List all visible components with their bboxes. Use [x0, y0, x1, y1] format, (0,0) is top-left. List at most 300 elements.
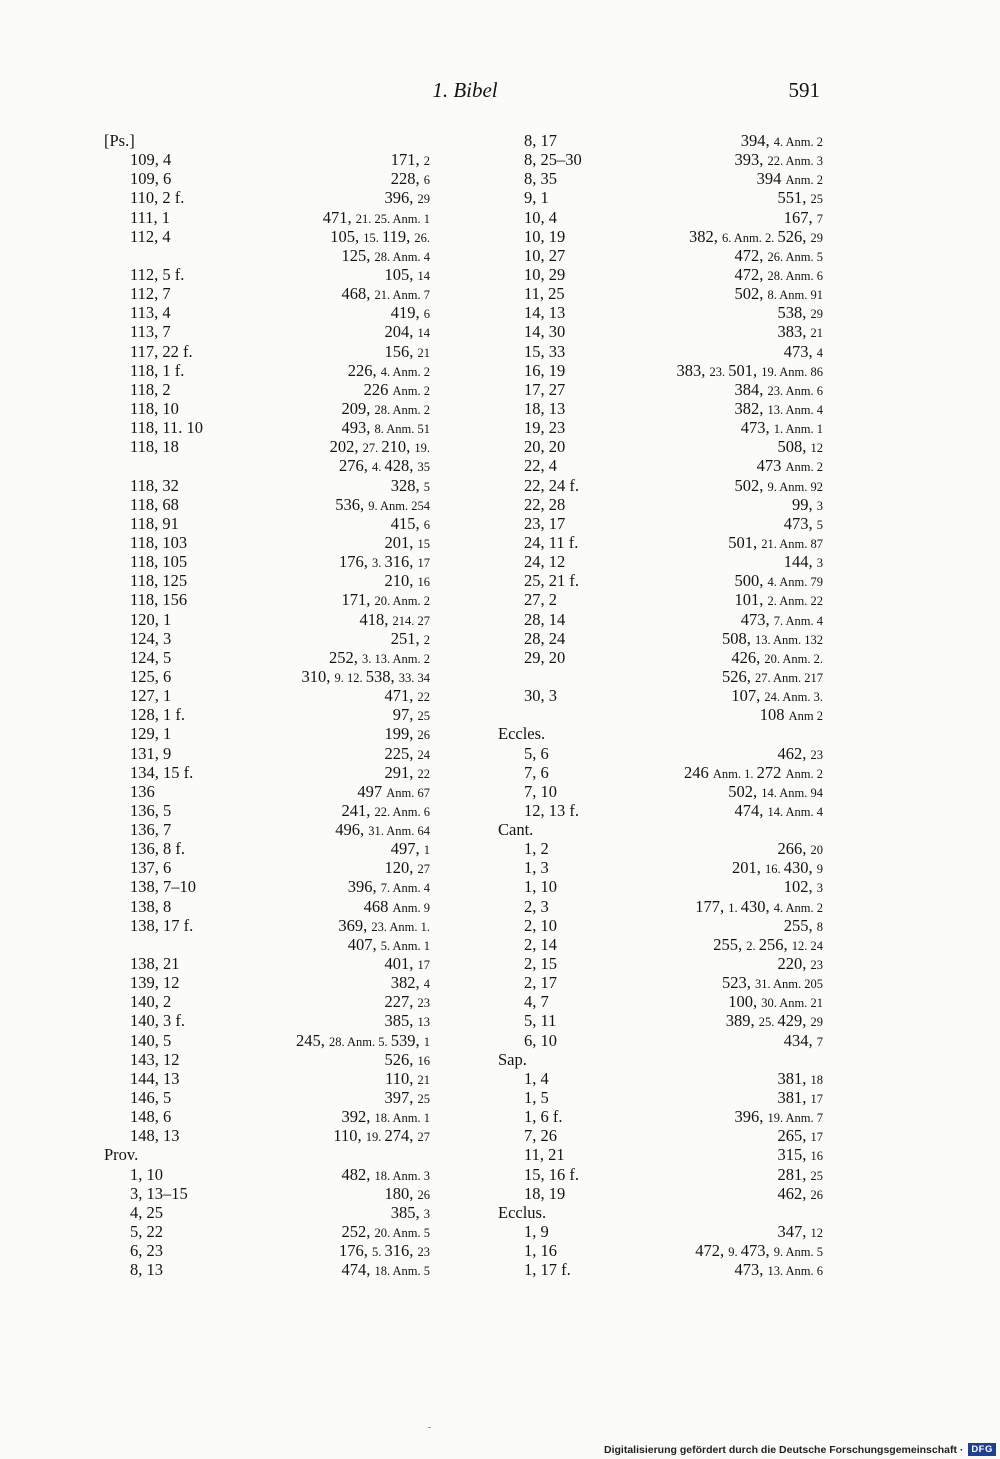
page-references — [391, 629, 430, 650]
page-references — [713, 935, 823, 956]
index-entry — [498, 629, 823, 648]
page-reference: 101, — [734, 590, 768, 610]
page-references — [778, 1088, 824, 1109]
verse-reference: 5, 6 — [524, 743, 549, 763]
index-entry — [498, 763, 823, 782]
index-entry — [498, 705, 823, 724]
line-note-reference: 27 — [417, 862, 430, 877]
index-entry — [498, 437, 823, 456]
page-reference: 538, — [365, 666, 399, 686]
line-note-reference: 2. — [746, 938, 759, 953]
line-note-reference: 35 — [417, 460, 430, 475]
verse-reference: 17, 27 — [524, 379, 566, 399]
page-references — [695, 1241, 823, 1262]
page-reference: 473, — [740, 1241, 774, 1261]
page-references — [348, 935, 430, 956]
page-references — [784, 514, 823, 535]
page-references — [778, 303, 824, 324]
verse-reference: 2, 10 — [524, 915, 557, 935]
line-note-reference: 28. Anm. 4 — [374, 249, 430, 264]
index-entry — [104, 1203, 430, 1222]
page-references — [341, 1260, 430, 1281]
verse-reference: 127, 1 — [130, 686, 172, 706]
page-reference: 393, — [734, 150, 768, 170]
page-references — [391, 169, 430, 190]
page-reference: 419, — [390, 303, 424, 323]
page-references — [778, 1222, 824, 1243]
index-entry — [498, 935, 823, 954]
line-note-reference: 3 — [816, 556, 823, 571]
verse-reference: 124, 5 — [130, 647, 172, 667]
line-note-reference: 14 — [417, 326, 430, 341]
page-reference: 204, — [384, 322, 418, 342]
page-reference: 430, — [740, 896, 774, 916]
line-note-reference: 15. — [363, 230, 382, 245]
page-reference: 526, — [384, 1049, 418, 1069]
index-entry — [498, 552, 823, 571]
page-reference: 255, — [713, 934, 747, 954]
index-entry — [498, 208, 823, 227]
page-reference: 210, — [381, 437, 415, 457]
line-note-reference: Anm 2 — [788, 709, 823, 724]
line-note-reference: 31. Anm. 205 — [754, 977, 823, 992]
verse-reference: 136, 5 — [130, 800, 172, 820]
page-reference: 471, — [384, 686, 418, 706]
index-entry — [104, 610, 430, 629]
line-note-reference: 13. Anm. 4 — [767, 402, 823, 417]
page-reference: 272 — [756, 762, 786, 782]
page-reference: 99, — [792, 494, 817, 514]
page-reference: 392, — [341, 1107, 375, 1127]
line-note-reference: 25 — [810, 1168, 823, 1183]
line-note-reference: 23 — [810, 958, 823, 973]
book-heading: Eccles. — [498, 724, 546, 744]
verse-reference: 140, 5 — [130, 1030, 172, 1050]
page-reference: 473 — [756, 456, 786, 476]
index-entry — [104, 801, 430, 820]
page-reference: 105, — [384, 264, 418, 284]
page-references — [734, 801, 823, 822]
line-note-reference: 9. — [728, 1245, 741, 1260]
verse-reference: 6, 10 — [524, 1030, 557, 1050]
page-references — [722, 667, 823, 688]
index-entry — [498, 1011, 823, 1030]
line-note-reference: 2 — [423, 154, 430, 169]
index-column-right — [498, 131, 823, 1279]
line-note-reference: 5. — [372, 1245, 385, 1260]
index-entry — [498, 916, 823, 935]
verse-reference: 16, 19 — [524, 360, 566, 380]
line-note-reference: 5 — [816, 517, 823, 532]
page-reference: 241, — [341, 800, 375, 820]
page-references — [732, 858, 823, 879]
page-reference: 381, — [777, 1088, 811, 1108]
line-note-reference: 14 — [417, 268, 430, 283]
index-entry — [498, 265, 823, 284]
index-entry — [104, 342, 430, 361]
line-note-reference: 21 — [417, 1072, 430, 1087]
verse-reference: 15, 16 f. — [524, 1164, 579, 1184]
index-entry — [498, 476, 823, 495]
verse-reference: 22, 28 — [524, 494, 566, 514]
verse-reference: 113, 7 — [130, 322, 171, 342]
page-reference: 501, — [728, 532, 762, 552]
section-heading-row — [498, 1050, 823, 1069]
page-reference: 228, — [390, 169, 424, 189]
line-note-reference: 13. Anm. 6 — [767, 1264, 823, 1279]
page-reference: 383, — [777, 322, 811, 342]
page-reference: 493, — [341, 418, 375, 438]
page-reference: 383, — [676, 360, 710, 380]
line-note-reference: 27 — [417, 1130, 430, 1145]
page-references — [385, 858, 431, 879]
verse-reference: 1, 17 f. — [524, 1260, 571, 1280]
page-reference: 291, — [384, 762, 418, 782]
index-entry — [498, 1031, 823, 1050]
index-entry — [104, 284, 430, 303]
page-references — [722, 629, 823, 650]
index-entry — [498, 667, 823, 686]
verse-reference: 125, 6 — [130, 666, 172, 686]
section-heading-row — [498, 724, 823, 743]
page-reference: 497, — [390, 839, 424, 859]
index-entry — [498, 514, 823, 533]
line-note-reference: 6. Anm. 2. — [721, 230, 778, 245]
line-note-reference: 22 — [417, 766, 430, 781]
line-note-reference: 28. Anm. 5. — [328, 1034, 391, 1049]
verse-reference: 1, 5 — [524, 1088, 549, 1108]
page-references — [385, 744, 431, 765]
page-reference: 382, — [390, 973, 424, 993]
page-references — [323, 208, 430, 229]
index-entry — [104, 322, 430, 341]
page-references — [734, 284, 823, 305]
line-note-reference: 12 — [810, 441, 823, 456]
page-reference: 310, — [301, 666, 335, 686]
verse-reference: 112, 5 f. — [130, 264, 185, 284]
line-note-reference: 26 — [417, 1187, 430, 1202]
page-references — [348, 877, 430, 898]
index-entry — [104, 724, 430, 743]
index-entry — [498, 1145, 823, 1164]
page-references — [385, 992, 431, 1013]
verse-reference: 5, 22 — [130, 1222, 163, 1242]
page-reference: 496, — [335, 820, 369, 840]
footer-credit — [604, 1441, 1000, 1459]
line-note-reference: 24. Anm. 3. — [764, 690, 823, 705]
index-entry — [498, 1126, 823, 1145]
line-note-reference: 20 — [810, 843, 823, 858]
page-references — [689, 227, 823, 248]
verse-reference: 8, 17 — [524, 131, 557, 150]
page-references — [341, 284, 430, 305]
page-reference: 539, — [390, 1030, 424, 1050]
verse-reference: 2, 14 — [524, 934, 557, 954]
page-reference: 110, — [333, 1126, 366, 1146]
page-reference: 245, — [295, 1030, 329, 1050]
page-reference: 426, — [731, 647, 765, 667]
page-references — [778, 954, 824, 975]
line-note-reference: 31. Anm. 64 — [368, 824, 430, 839]
page-reference: 110, — [385, 1068, 418, 1088]
page-references — [734, 476, 823, 497]
line-note-reference: 21 — [417, 345, 430, 360]
index-entry — [104, 973, 430, 992]
index-entry — [104, 1031, 430, 1050]
verse-reference: 138, 8 — [130, 896, 172, 916]
page-references — [341, 399, 430, 420]
page-references — [385, 1011, 431, 1032]
page-references — [341, 1107, 430, 1128]
line-note-reference: 8 — [816, 919, 823, 934]
page-reference: 473, — [783, 341, 817, 361]
line-note-reference: Anm. 67 — [386, 785, 430, 800]
line-note-reference: Anm. 2 — [785, 173, 823, 188]
line-note-reference: 18. Anm. 5 — [374, 1264, 430, 1279]
page-references — [734, 1260, 823, 1281]
line-note-reference: 28. Anm. 6 — [767, 268, 823, 283]
page-references — [784, 1031, 823, 1052]
line-note-reference: 26 — [417, 728, 430, 743]
line-note-reference: 23. Anm. 6 — [767, 383, 823, 398]
page-reference: 246 — [684, 762, 713, 782]
page-references — [728, 782, 823, 803]
page-reference: 474, — [734, 800, 768, 820]
line-note-reference: 21 — [810, 326, 823, 341]
page-reference: 526, — [721, 666, 755, 686]
page-reference: 316, — [384, 552, 418, 572]
line-note-reference: 18. Anm. 1 — [374, 1111, 430, 1126]
page-reference: 551, — [777, 188, 811, 208]
verse-reference: 1, 10 — [130, 1164, 163, 1184]
index-entry — [104, 1011, 430, 1030]
page-reference: 430, — [783, 858, 817, 878]
index-entry — [104, 437, 430, 456]
verse-reference: 10, 19 — [524, 226, 566, 246]
line-note-reference: 25 — [417, 1092, 430, 1107]
page-reference: 315, — [777, 1145, 811, 1165]
page-references — [357, 782, 430, 803]
verse-reference: 15, 33 — [524, 341, 566, 361]
page-references — [330, 437, 430, 458]
index-entry — [104, 820, 430, 839]
index-entry — [104, 476, 430, 495]
page-references — [792, 495, 823, 516]
page-references — [385, 533, 431, 554]
line-note-reference: 13 — [417, 1015, 430, 1030]
line-note-reference: 25. — [758, 1015, 778, 1030]
page-reference: 281, — [777, 1164, 811, 1184]
verse-reference: 1, 4 — [524, 1068, 549, 1088]
verse-reference: 10, 27 — [524, 245, 566, 265]
line-note-reference: 8. Anm. 51 — [374, 422, 430, 437]
page-reference: 97, — [392, 705, 418, 725]
dfg-logo: DFG — [968, 1443, 996, 1456]
verse-reference: 118, 18 — [130, 437, 179, 457]
line-note-reference: 23. — [709, 364, 729, 379]
page-reference: 468, — [341, 284, 375, 304]
page-reference: 226 — [363, 379, 393, 399]
index-entry — [498, 418, 823, 437]
verse-reference: 109, 6 — [130, 169, 172, 189]
verse-reference: 109, 4 — [130, 150, 172, 170]
page-reference: 502, — [728, 781, 762, 801]
page-references — [722, 973, 823, 994]
verse-reference: 1, 3 — [524, 858, 549, 878]
index-entry — [498, 1165, 823, 1184]
index-entry — [498, 533, 823, 552]
page-reference: 255, — [783, 915, 817, 935]
verse-reference: 4, 25 — [130, 1202, 163, 1222]
section-heading-row — [104, 1145, 430, 1164]
verse-reference: 9, 1 — [524, 188, 549, 208]
page-references — [364, 897, 430, 918]
verse-reference: 28, 24 — [524, 628, 566, 648]
index-entry — [498, 456, 823, 475]
page-references — [731, 686, 823, 707]
line-note-reference: 22 — [417, 690, 430, 705]
index-entry — [498, 610, 823, 629]
index-entry — [498, 571, 823, 590]
index-entry — [498, 361, 823, 380]
verse-reference: 136, 8 f. — [130, 839, 185, 859]
line-note-reference: 7 — [816, 211, 823, 226]
page-reference: 100, — [728, 992, 762, 1012]
page-reference: 220, — [777, 954, 811, 974]
page-references — [734, 571, 823, 592]
index-entry — [104, 590, 430, 609]
page-references — [784, 342, 823, 363]
index-entry — [104, 380, 430, 399]
verse-reference: 2, 17 — [524, 973, 557, 993]
page-reference: 472, — [695, 1241, 729, 1261]
page-reference: 473, — [734, 1260, 768, 1280]
line-note-reference: 4. Anm. 2 — [773, 135, 823, 149]
section-heading-row — [498, 1203, 823, 1222]
page-reference: 396, — [734, 1107, 768, 1127]
index-entry — [104, 1050, 430, 1069]
index-entry — [104, 495, 430, 514]
index-entry — [104, 227, 430, 246]
line-note-reference: 16 — [417, 1053, 430, 1068]
verse-reference: 140, 3 f. — [130, 1011, 185, 1031]
verse-reference: 24, 11 f. — [524, 532, 579, 552]
page-reference: 482, — [341, 1164, 375, 1184]
line-note-reference: 15 — [417, 536, 430, 551]
page-reference: 407, — [347, 934, 381, 954]
line-note-reference: 7. Anm. 4 — [380, 881, 430, 896]
index-entry — [104, 246, 430, 265]
line-note-reference: 12 — [810, 1226, 823, 1241]
index-entry — [498, 1088, 823, 1107]
verse-reference: 112, 4 — [130, 226, 171, 246]
index-entry — [498, 648, 823, 667]
page-reference: 523, — [721, 973, 755, 993]
page-references — [778, 322, 824, 343]
page-number: 591 — [788, 78, 820, 102]
index-entry — [498, 495, 823, 514]
verse-reference: 113, 4 — [130, 303, 171, 323]
page-reference: 500, — [734, 571, 768, 591]
index-entry — [498, 322, 823, 341]
page-references — [391, 150, 430, 171]
index-entry — [498, 858, 823, 877]
page-reference: 502, — [734, 284, 768, 304]
page-reference: 396, — [347, 877, 381, 897]
page-references — [778, 839, 824, 860]
index-entry — [498, 169, 823, 188]
page-reference: 384, — [734, 379, 768, 399]
line-note-reference: Anm. 9 — [392, 900, 430, 915]
line-note-reference: 3 — [816, 498, 823, 513]
page-references — [741, 610, 823, 631]
verse-reference: 128, 1 f. — [130, 705, 185, 725]
index-entry — [104, 1165, 430, 1184]
page-reference: 252, — [341, 1222, 375, 1242]
verse-reference: 140, 2 — [130, 992, 172, 1012]
page-references — [330, 227, 430, 248]
page-reference: 125, — [341, 245, 375, 265]
section-heading-row — [104, 131, 430, 150]
page-reference: 156, — [384, 341, 418, 361]
index-entry — [104, 1107, 430, 1126]
line-note-reference: 29 — [810, 230, 823, 245]
index-entry — [104, 935, 430, 954]
line-note-reference: 18. Anm. 3 — [374, 1168, 430, 1183]
page-references — [757, 456, 823, 477]
page-references — [784, 552, 823, 573]
index-entry — [104, 188, 430, 207]
page-reference: 108 — [759, 705, 789, 725]
verse-reference: 146, 5 — [130, 1088, 172, 1108]
index-entry — [498, 1222, 823, 1241]
page-references — [778, 1145, 824, 1166]
verse-reference: 1, 10 — [524, 877, 557, 897]
line-note-reference: 25 — [810, 192, 823, 207]
page-reference: 415, — [390, 513, 424, 533]
page-references — [364, 380, 430, 401]
page-references — [784, 208, 823, 229]
line-note-reference: 5. Anm. 1 — [380, 938, 430, 953]
book-heading: Ecclus. — [498, 1202, 547, 1222]
section-heading-row — [498, 820, 823, 839]
line-note-reference: 9. Anm. 254 — [368, 498, 430, 513]
index-entry — [498, 1107, 823, 1126]
verse-reference: 10, 29 — [524, 264, 566, 284]
index-entry — [104, 916, 430, 935]
page-reference: 429, — [777, 1011, 811, 1031]
page-reference: 462, — [777, 743, 811, 763]
page-references — [391, 839, 430, 860]
page-reference: 274, — [384, 1126, 418, 1146]
verse-reference: 144, 13 — [130, 1068, 180, 1088]
page-references — [778, 437, 824, 458]
page-reference: 251, — [390, 628, 424, 648]
page-reference: 468 — [363, 896, 393, 916]
page-references — [731, 648, 823, 669]
page-references — [385, 1184, 431, 1205]
page-references — [339, 1241, 430, 1262]
page-reference: 265, — [777, 1126, 811, 1146]
index-entry — [104, 648, 430, 667]
page-references — [741, 418, 823, 439]
page-references — [778, 1126, 824, 1147]
line-note-reference: 25 — [417, 709, 430, 724]
index-entry — [104, 552, 430, 571]
verse-reference: 118, 10 — [130, 398, 179, 418]
line-note-reference: 4. Anm. 79 — [767, 575, 823, 590]
page-references — [684, 763, 823, 784]
